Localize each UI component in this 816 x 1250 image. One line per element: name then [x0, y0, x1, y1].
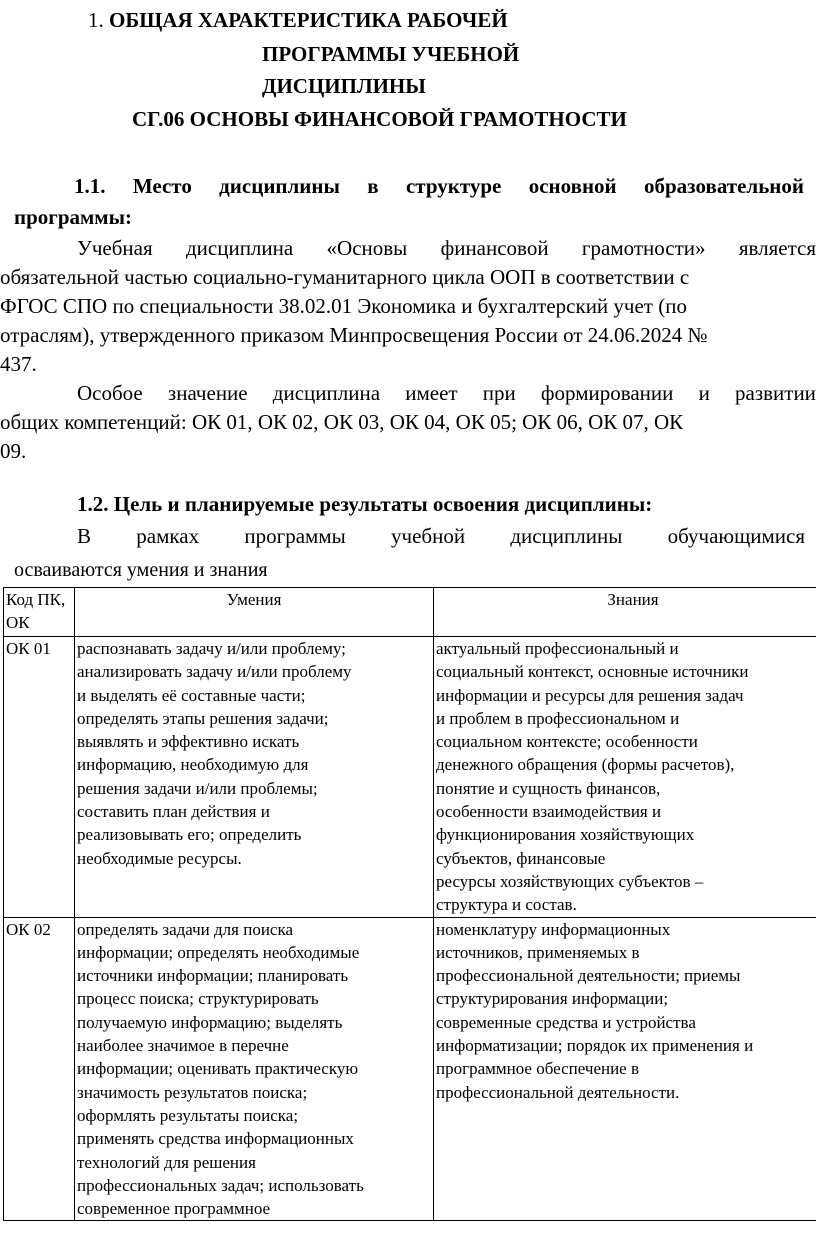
cell-line: информации и ресурсы для решения задач: [436, 685, 744, 705]
cell-line: информацию, необходимую для: [77, 755, 309, 775]
word: дисциплина: [272, 381, 381, 405]
para2-line-2: общих компетенций: ОК 01, ОК 02, ОК 03, ОК 04, ОК 05; ОК 06, ОК 07, ОК: [0, 410, 684, 434]
para1-line-4: отраслям), утвержденного приказом Минпросвещения России от 24.06.2024 №: [0, 323, 708, 347]
section-1-1-title-cont: программы:: [14, 205, 132, 229]
word: значение: [167, 381, 248, 405]
header-knowledge: Знания: [434, 588, 816, 637]
word: при: [482, 381, 516, 405]
para1-line-2: обязательной частью социально-гуманитарного цикла ООП в соответствии с: [0, 265, 690, 289]
word: «Основы: [326, 236, 408, 260]
para2-line-3: 09.: [0, 439, 27, 463]
cell-line: наиболее значимое в перечне: [77, 1036, 289, 1056]
word: имеет: [405, 381, 458, 405]
cell-line: профессиональной деятельности; приемы: [436, 966, 741, 986]
section-1-1-title: [74, 172, 804, 200]
row-knowledge: [434, 917, 816, 1221]
cell-line: субъектов, финансовые: [436, 848, 606, 868]
title-word: Место: [132, 174, 192, 198]
para2-line-1: [77, 379, 816, 408]
word: Учебная: [77, 236, 153, 260]
cell-line: технологий для решения: [77, 1152, 256, 1172]
word: дисциплина: [185, 236, 294, 260]
word: формировании: [540, 381, 674, 405]
cell-line: профессиональных задач; использовать: [77, 1175, 364, 1195]
cell-line: определять задачи для поиска: [77, 919, 294, 939]
row-skills: [75, 637, 434, 918]
heading-line-2: ПРОГРАММЫ УЧЕБНОЙ: [262, 42, 520, 66]
cell-line: составить план действия и: [77, 802, 270, 822]
title-word: дисциплины: [219, 174, 340, 198]
header-code: [4, 588, 75, 637]
cell-line: решения задачи и/или проблемы;: [77, 778, 318, 798]
word: и: [698, 381, 710, 405]
row-skills: [75, 917, 434, 1221]
cell-line: определять этапы решения задачи;: [77, 708, 329, 728]
word: Особое: [77, 381, 143, 405]
row-knowledge: [434, 637, 816, 918]
cell-line: понятие и сущность финансов,: [436, 778, 661, 798]
intro-line-1: [77, 522, 805, 551]
cell-line: программное обеспечение в: [436, 1059, 640, 1079]
table-row: [4, 917, 816, 1221]
para1-line-5: 437.: [0, 352, 37, 376]
cell-line: социальном контексте; особенности: [436, 732, 698, 752]
competency-table: [3, 587, 816, 1221]
cell-line: актуальный профессиональный и: [436, 639, 679, 658]
cell-line: современные средства и устройства: [436, 1012, 696, 1032]
header-code-label: Код ПК, ОК: [6, 590, 66, 633]
para1-line-1: [77, 234, 816, 263]
word: финансовой: [440, 236, 549, 260]
heading-line-4: СГ.06 ОСНОВЫ ФИНАНСОВОЙ ГРАМОТНОСТИ: [132, 107, 627, 131]
cell-line: получаемую информацию; выделять: [77, 1012, 343, 1032]
cell-line: номенклатуру информационных: [436, 919, 671, 939]
cell-line: выявлять и эффективно искать: [77, 732, 300, 752]
header-skills: Умения: [75, 588, 434, 637]
intro-line-2: осваиваются умения и знания: [14, 559, 268, 581]
cell-line: применять средства информационных: [77, 1129, 354, 1149]
cell-line: структурирования информации;: [436, 989, 669, 1009]
word: дисциплины: [510, 524, 623, 548]
cell-line: современное программное: [77, 1199, 271, 1219]
cell-line: информации; определять необходимые: [77, 942, 360, 962]
cell-line: особенности взаимодействия и: [436, 802, 662, 822]
cell-line: значимость результатов поиска;: [77, 1082, 308, 1102]
cell-line: анализировать задачу и/или проблему: [77, 662, 352, 682]
cell-line: необходимые ресурсы.: [77, 848, 242, 868]
cell-line: социальный контекст, основные источники: [436, 662, 749, 682]
word: обучающимися: [667, 524, 805, 548]
heading-number: 1.: [88, 8, 104, 32]
cell-line: функционирования хозяйствующих: [436, 825, 695, 845]
cell-line: реализовывать его; определить: [77, 825, 302, 845]
title-word: структуре: [405, 174, 502, 198]
cell-line: источники информации; планировать: [77, 966, 349, 986]
cell-line: ресурсы хозяйствующих субъектов –: [436, 871, 704, 891]
row-code: ОК 01: [4, 637, 75, 918]
cell-line: процесс поиска; структурировать: [77, 989, 319, 1009]
word: учебной: [391, 524, 466, 548]
cell-line: информации; оценивать практическую: [77, 1059, 359, 1079]
title-word: 1.1.: [74, 174, 106, 198]
section-1-2-title: 1.2. Цель и планируемые результаты освоения дисциплины:: [77, 492, 653, 516]
heading-line-1: [88, 4, 508, 36]
title-word: образовательной: [644, 174, 804, 198]
cell-line: источников, применяемых в: [436, 942, 640, 962]
cell-line: распознавать задачу и/или проблему;: [77, 639, 346, 658]
cell-line: информатизации; порядок их применения и: [436, 1036, 754, 1056]
word: грамотности»: [581, 236, 706, 260]
word: рамках: [136, 524, 200, 548]
cell-line: денежного обращения (формы расчетов),: [436, 755, 735, 775]
cell-line: оформлять результаты поиска;: [77, 1105, 299, 1125]
word: развитии: [735, 381, 816, 405]
heading-line-3: ДИСЦИПЛИНЫ: [262, 74, 426, 98]
cell-line: профессиональной деятельности.: [436, 1082, 680, 1102]
word: В: [77, 524, 92, 548]
row-code: ОК 02: [4, 917, 75, 1221]
title-word: основной: [528, 174, 617, 198]
para1-line-3: ФГОС СПО по специальности 38.02.01 Экономика и бухгалтерский учет (по: [0, 294, 687, 318]
table-row: [4, 637, 816, 918]
cell-line: структура и состав.: [436, 895, 577, 915]
table-header-row: [4, 588, 816, 637]
word: программы: [244, 524, 346, 548]
cell-line: и проблем в профессиональном и: [436, 708, 680, 728]
cell-line: и выделять её составные части;: [77, 685, 306, 705]
title-word: в: [367, 174, 379, 198]
word: является: [738, 236, 816, 260]
heading-text-1: ОБЩАЯ ХАРАКТЕРИСТИКА РАБОЧЕЙ: [109, 8, 508, 32]
